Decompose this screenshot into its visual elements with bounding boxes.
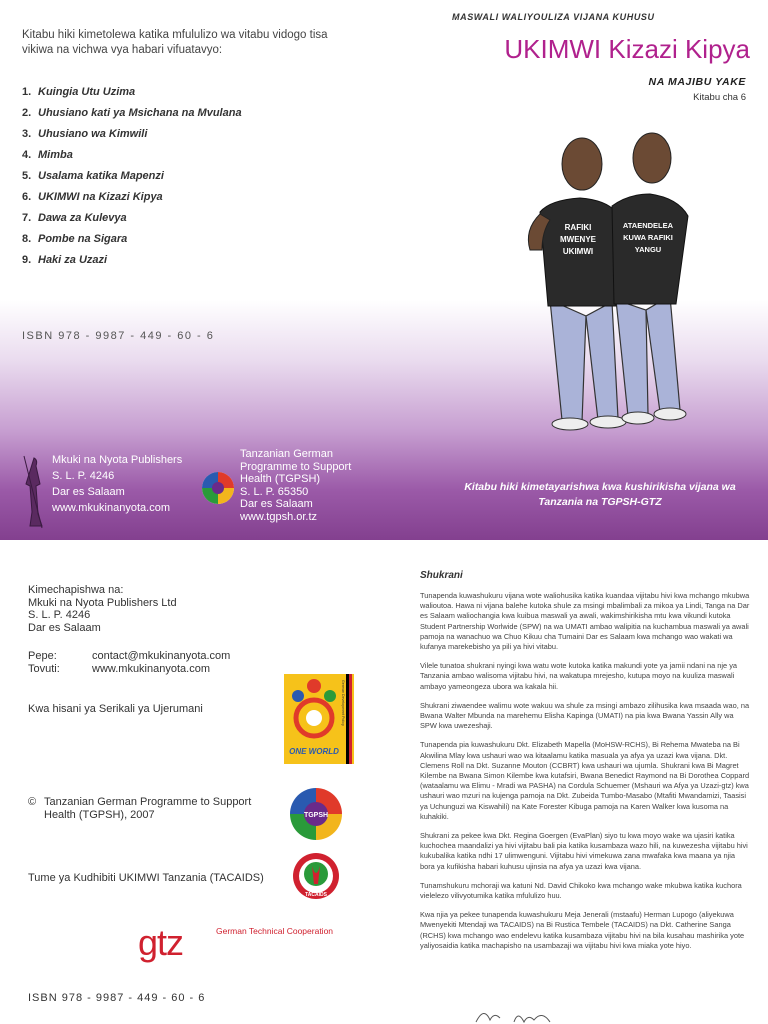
tgpsh-line-1: Tanzanian German — [240, 448, 333, 460]
book-series-list — [22, 82, 242, 271]
tgpsh-logo — [288, 786, 344, 842]
copyright-notice — [28, 796, 268, 822]
shirt-right-line-2: KUWA RAFIKI — [623, 233, 673, 242]
copyright-symbol: © — [28, 796, 37, 808]
tacaids-logo-text: TACAIDS — [305, 892, 327, 898]
acknowledgements-section — [420, 570, 750, 960]
imprint-line: Dar es Salaam — [28, 621, 101, 634]
list-item: 5. Usalama katika Mapenzi — [22, 170, 164, 182]
book-subtitle: NA MAJIBU YAKE — [648, 76, 746, 88]
back-cover-intro: Kitabu hiki kimetolewa katika mfululizo wa vitabu vidogo tisa vikiwa na vichwa vya habari vifuatavyo: — [22, 29, 328, 56]
list-item: 7. Dawa za Kulevya — [22, 212, 127, 224]
contact-block — [28, 650, 230, 675]
tgpsh-website: www.tgpsh.or.tz — [240, 510, 318, 523]
gtz-logo: gtz — [138, 922, 184, 963]
one-world-side-text: German Development Policy — [341, 680, 345, 726]
tgpsh-line-3: Health (TGPSH) — [240, 473, 321, 485]
signature-mark — [470, 1004, 590, 1024]
email-label: Pepe: — [28, 650, 57, 662]
list-item: 8. Pombe na Sigara — [22, 233, 128, 245]
list-item: 4. Mimba — [22, 149, 73, 161]
email-address: contact@mkukinanyota.com — [92, 650, 231, 662]
mkuki-figure-icon — [22, 454, 46, 530]
publisher-city: Dar es Salaam — [52, 486, 125, 498]
ack-paragraph: Vilele tunatoa shukrani nyingi kwa watu wote kutoka katika makundi yote ya jamii ndani na nje ya Tanzania ambao walisoma vijitabu hivi, na wakatupa mrejesho, kutupa moyo na kuuliza maswali ambayo yameongeza ubora wa kakala hii. — [420, 661, 738, 691]
ack-paragraph: Tunapenda kuwashukuru vijana wote waliohusika katika kuandaa vijitabu hivi kwa mchango mkubwa walioutoa. Hawa ni vijana balehe kutoka shule za msingi mbalimbali za mikoa ya Lindi, Tanga na Dar es Salaam waliochangia kwa kuibua maswali ya awali, wakimshirikisha mtu kwa vikundi kutoka Student Partnership Worlwide (SPW) na wa UMATI ambao walipitia na kuchambua maswali ya awali pamoja na wanachuo wa Chuo Kikuu cha Tumaini Dar es Salaam kwa mchango wao wakati wa kufanya marekebisho ya pili ya hivi vitabu. — [420, 591, 750, 652]
ack-paragraph: Tunapenda pia kuwashukuru Dkt. Elizabeth Mapella (MoHSW-RCHS), Bi Rehema Mwateba na Bi Akwilina Mlay kwa ushauri wao wa kitaalamu katika masuala ya afya ya uzazi kwa vijana. Dkt. Clemens Roll na Dkt. Suzanne Mouton (CCBRT) kwa ushauri wa ujumla. Shukrani kwa Bi Magret Kilembe na Bwana Simon Kilembe kwa kutafsiri, Bwana Benedict Raymond na Bi Dorothea Coppard (wataalamu wa Elimu - Mradi wa PASHA) na Cordula Schuemer (Mshauri wa Afya ya Uzazi-gtz) kwa ushauri wao mzuri na kujenga pamoja na Dkt. Zubeida Tumbo-Masabo (Mtafiti Mwandamizi, Taasisi ya Uchunguzi wa Kiswahili) na Kate Forester Kibuga pamoja na Karen Walker kwa kusoma na kuhakiki. — [420, 740, 750, 821]
publisher-website: www.mkukinanyota.com — [52, 502, 170, 514]
list-item: 2. Uhusiano kati ya Msichana na Mvulana — [22, 107, 242, 119]
gtz-caption: German Technical Cooperation — [216, 926, 334, 936]
back-cover-isbn: ISBN 978 - 9987 - 449 - 60 - 6 — [22, 330, 215, 342]
imprint-line: S. L. P. 4246 — [28, 609, 91, 621]
volume-number: Kitabu cha 6 — [693, 92, 746, 103]
tgpsh-box: S. L. P. 65350 — [240, 485, 309, 498]
shirt-right-line-3: YANGU — [634, 245, 662, 254]
tgpsh-puzzle-icon — [200, 470, 236, 506]
acknowledgements-heading: Shukrani — [420, 570, 463, 581]
one-world-text: ONE WORLD — [289, 747, 339, 756]
imprint-line: Kimechapishwa na: — [28, 584, 124, 596]
ack-paragraph: Kwa njia ya pekee tunapenda kuwashukuru Meja Jenerali (mstaafu) Herman Lupogo (aliyekuwa Mwenyekiti Mtendaji wa TACAIDS) na Bi Rustica Tembele (TACAIDS) na Dkt. Catherine Sanga (RCHS) kwa mchango wao endelevu katika kusambaza vijitabu hivi na bila kusahau mashirika yote yaliyosaidia katika machapisho na usambazaji wa vijitabu hivi kwa miaka yote hiyo. — [420, 910, 745, 950]
one-world-logo — [284, 674, 354, 766]
website-label: Tovuti: — [28, 662, 60, 675]
tgpsh-city: Dar es Salaam — [240, 498, 313, 510]
imprint-line: Mkuki na Nyota Publishers Ltd — [28, 596, 177, 609]
tgpsh-logo-text: TGPSH — [303, 812, 329, 819]
publisher-name: Mkuki na Nyota Publishers — [52, 454, 183, 466]
list-item: 3. Uhusiano wa Kimwili — [22, 128, 148, 140]
tgpsh-line-2: Programme to Support — [240, 460, 352, 473]
ack-paragraph: Shukrani za pekee kwa Dkt. Regina Goergen (EvaPlan) siyo tu kwa moyo wake wa ujasiri katika kuchochea maandalizi ya hivi vijitabu bali pia katika kusambaza wazo hili, na kuwezesha vijitabu hivi kukubalika katika ndhi 17 ulimwenguni. Vijitabu hivi vimekuwa zana mwafaka kwa maana ya njia bora ya kufikisha habari kuhusu ujinsia na afya ya uzazi kwa vijana. — [420, 831, 748, 871]
two-friends-illustration — [520, 120, 700, 440]
shirt-right-line-1: ATAENDELEA — [622, 221, 674, 230]
list-item: 6. UKIMWI na Kizazi Kipya — [22, 191, 163, 203]
copyright-text: Tanzanian German Programme to Support Health (TGPSH), 2007 — [44, 796, 252, 821]
book-title: UKIMWI Kizazi Kipya — [504, 34, 750, 64]
cover-credit: Kitabu hiki kimetayarishwa kwa kushirikisha vijana wa Tanzania na TGPSH-GTZ — [464, 481, 736, 508]
tacaids-label: Tume ya Kudhibiti UKIMWI Tanzania (TACAIDS) — [28, 872, 264, 884]
publisher-box: S. L. P. 4246 — [52, 470, 115, 482]
isbn-bottom: ISBN 978 - 9987 - 449 - 60 - 6 — [28, 992, 206, 1004]
shirt-left-line-1: RAFIKI — [564, 223, 592, 232]
shirt-left-line-2: MWENYE — [560, 235, 596, 244]
ack-paragraph: Shukrani ziwaendee walimu wote wakuu wa shule za msingi ambazo zilihusika kwa msaada wao, na Bwana Walter Mbunda na marehemu Elisha Kapinga (UMATI) na pia kwa Bwana Yassin Ally wa SPW kwa uwezeshaji. — [420, 700, 750, 731]
series-heading: MASWALI WALIYOULIZA VIJANA KUHUSU — [452, 12, 655, 22]
list-item: 9. Haki za Uzazi — [22, 254, 108, 266]
list-item: 1. Kuingia Utu Uzima — [22, 86, 136, 98]
imprint-block — [28, 584, 177, 634]
tacaids-logo — [292, 852, 340, 900]
shirt-left-line-3: UKIMWI — [562, 247, 594, 256]
ack-paragraph: Tunamshukuru mchoraji wa katuni Nd. David Chikoko kwa mchango wake mkubwa katika kuchora vielelezo vilivyotumika katika mfululizo huu. — [420, 880, 742, 901]
courtesy-text: Kwa hisani ya Serikali ya Ujerumani — [28, 703, 203, 715]
website-address: www.mkukinanyota.com — [92, 662, 210, 675]
